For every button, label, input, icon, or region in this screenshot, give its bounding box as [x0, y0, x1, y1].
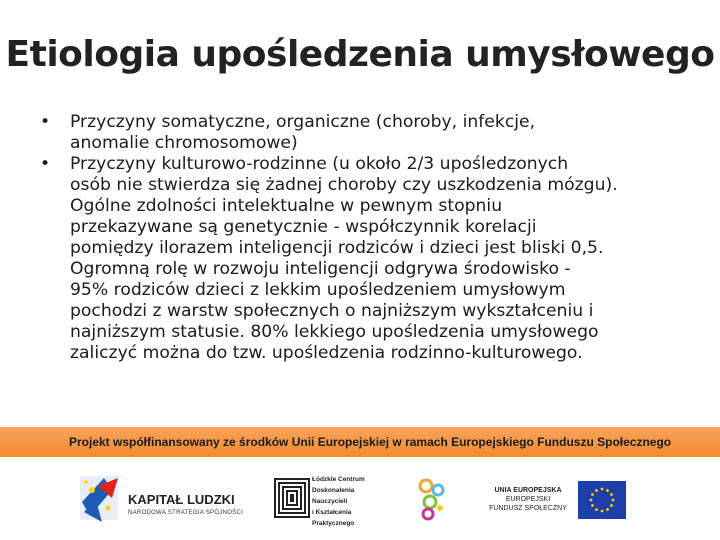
slide-title: Etiologia upośledzenia umysłowego — [5, 34, 715, 75]
eu-star-icon — [610, 504, 613, 507]
eu-star-icon — [601, 488, 604, 491]
bullet-line: najniższym statusie. 80% lekkiego upośledzenia umysłowego — [70, 322, 599, 342]
eu-star-icon — [610, 493, 613, 496]
bullet-line: zaliczyć można do tzw. upośledzenia rodzinno-kulturowego. — [70, 343, 583, 363]
eu-star-icon — [595, 508, 598, 511]
centrum-line: Doskonalenia Nauczycieli — [312, 487, 355, 505]
bullet-list — [40, 112, 700, 364]
eu-star-icon — [591, 504, 594, 507]
bullet-line: pomiędzy ilorazem inteligencji rodziców i dzieci jest bliski 0,5. — [70, 238, 604, 258]
bullet-line: Przyczyny somatyczne, organiczne (choroby, infekcje, — [70, 112, 536, 132]
bullet-line: Przyczyny kulturowo-rodzinne (u około 2/3 upośledzonych — [70, 154, 569, 174]
bullet-line: Ogromną rolę w rozwoju inteligencji odgrywa środowisko - — [70, 259, 571, 279]
eu-logo-text — [482, 486, 574, 513]
eu-line: EUROPEJSKI — [505, 496, 551, 503]
eu-star-icon — [601, 510, 604, 513]
eu-flag-background — [578, 481, 626, 519]
centrum-line: Łódzkie Centrum — [312, 476, 365, 483]
bullet-line: anomalie chromosomowe) — [70, 133, 298, 153]
funding-banner — [0, 427, 720, 457]
bullet-line: 95% rodziców dzieci z lekkim upośledzeniem umysłowym — [70, 280, 566, 300]
centrum-line: i Kształcenia Praktycznego — [312, 509, 355, 527]
centrum-logo-text — [312, 474, 384, 529]
bullet-marker: • — [40, 154, 51, 174]
eu-star-icon — [595, 489, 598, 492]
eu-flag-icon — [578, 481, 626, 519]
bullet-line: osób nie stwierdza się żadnej choroby czy uszkodzenia mózgu). — [70, 175, 618, 195]
bullet-line: Ogólne zdolności intelektualne w pewnym stopniu — [70, 196, 503, 216]
kapital-ludzki-name: KAPITAŁ LUDZKI — [128, 492, 235, 507]
centrum-logo-icon — [274, 478, 310, 518]
kapital-ludzki-subtitle: NARODOWA STRATEGIA SPÓJNOŚCI — [128, 510, 244, 516]
kapital-ludzki-logo-icon — [74, 472, 124, 528]
bullet-item-2 — [40, 154, 700, 364]
bullet-marker: • — [40, 112, 51, 132]
bullet-text — [70, 154, 700, 364]
bullet-item-1 — [40, 112, 700, 154]
eu-line: FUNDUSZ SPOŁECZNY — [489, 505, 567, 512]
bullet-line: pochodzi z warstw społecznych o najniższym wykształceniu i — [70, 301, 594, 321]
eu-star-icon — [591, 493, 594, 496]
bullet-text — [70, 112, 700, 154]
colorful-emblem-icon — [414, 476, 448, 522]
eu-star-icon — [590, 499, 593, 502]
eu-star-icon — [606, 489, 609, 492]
eu-line: UNIA EUROPEJSKA — [494, 487, 562, 494]
bullet-line: przekazywane są genetycznie - współczynnik korelacji — [70, 217, 537, 237]
eu-star-icon — [606, 508, 609, 511]
funding-banner-text: Projekt współfinansowany ze środków Unii Europejskiej w ramach Europejskiego Funduszu Społecznego — [69, 435, 672, 449]
eu-star-icon — [612, 499, 615, 502]
